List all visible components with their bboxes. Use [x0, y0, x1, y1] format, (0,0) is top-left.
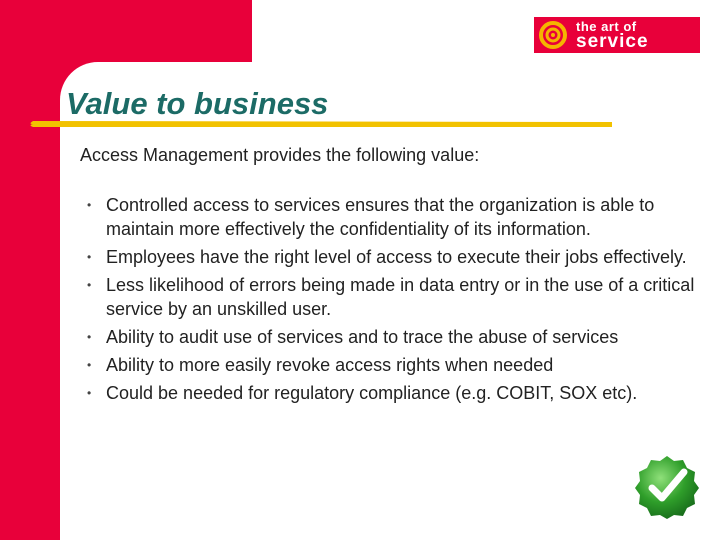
- value-list: [84, 193, 704, 409]
- bullet-icon: •: [87, 386, 92, 400]
- green-checkmark-icon: [632, 452, 702, 520]
- logo-line2: service: [576, 30, 649, 52]
- logo-line1: the art of: [576, 18, 637, 34]
- bullet-icon: •: [87, 278, 92, 292]
- title-underline: [28, 119, 612, 129]
- list-item: • Employees have the right level of access to execute their jobs effectively.: [87, 247, 687, 267]
- bullet-icon: •: [87, 198, 92, 212]
- page-title: Value to business: [66, 86, 329, 121]
- bullet-icon: •: [87, 250, 92, 264]
- art-of-service-logo: [534, 17, 700, 53]
- list-item: • Less likelihood of errors being made in data entry or in the use of a critical service by an unskilled user.: [87, 275, 695, 319]
- swirl-logo-icon: [538, 20, 568, 50]
- list-item: • Controlled access to services ensures that the organization is able to maintain more effectively the confidentiality of its information.: [87, 195, 655, 239]
- list-item: • Ability to more easily revoke access rights when needed: [87, 355, 554, 375]
- list-item: • Could be needed for regulatory compliance (e.g. COBIT, SOX etc).: [87, 383, 638, 403]
- bullet-icon: •: [87, 358, 92, 372]
- bullet-icon: •: [87, 330, 92, 344]
- intro-text: Access Management provides the following value:: [80, 145, 480, 165]
- list-item: • Ability to audit use of services and to trace the abuse of services: [87, 327, 619, 347]
